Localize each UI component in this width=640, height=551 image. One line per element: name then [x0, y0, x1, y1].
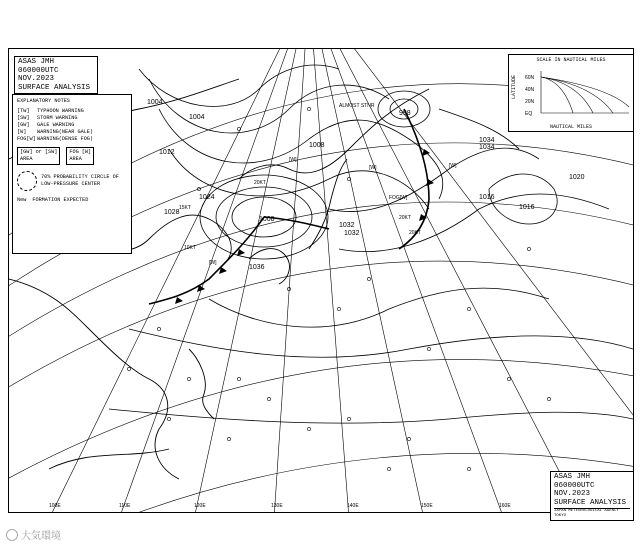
fronts [149, 109, 429, 304]
note-row: [SW] STORM WARNING [17, 115, 78, 121]
svg-text:100E: 100E [49, 503, 61, 509]
svg-text:40N: 40N [525, 87, 535, 93]
svg-text:15KT: 15KT [179, 205, 191, 211]
watermark-icon [6, 529, 18, 541]
svg-text:1036: 1036 [249, 264, 265, 271]
explanatory-notes [12, 94, 132, 254]
footer-line-3: SURFACE ANALYSIS [554, 498, 627, 507]
svg-text:140E: 140E [347, 503, 359, 509]
svg-text:1016: 1016 [519, 204, 535, 211]
note-row: [TW] TYPHOON WARNING [17, 108, 84, 114]
chart-title-bottom [550, 471, 634, 521]
svg-text:1024: 1024 [199, 194, 215, 201]
svg-text:1028: 1028 [164, 209, 180, 216]
notes-heading: EXPLANATORY NOTES [17, 98, 70, 104]
svg-text:[W]: [W] [449, 163, 457, 169]
svg-text:1008: 1008 [309, 142, 325, 149]
svg-text:1004: 1004 [189, 114, 205, 121]
agency-name: JAPAN METEOROLOGICAL AGENCY TOKYO [554, 508, 630, 519]
svg-text:130E: 130E [271, 503, 283, 509]
svg-text:1016: 1016 [479, 194, 495, 201]
warnings [179, 103, 457, 266]
footer-line-1: ASAS JMH [554, 473, 591, 481]
longitude-labels [49, 503, 511, 509]
chart-title-top [14, 56, 98, 94]
svg-text:ALMOST STNR: ALMOST STNR [339, 103, 375, 109]
nautical-scale-box [508, 54, 634, 132]
title-line-1: ASAS JMH [18, 58, 55, 66]
fog-area-box: FOG [W] AREA [66, 147, 94, 165]
area-legend [17, 147, 127, 165]
scale-graph [523, 67, 631, 119]
note-row: FOG[W] WARNING(DENSE FOG) [17, 136, 94, 142]
note-row: [W] WARNING(NEAR GALE) [17, 129, 94, 135]
svg-text:20KT: 20KT [254, 180, 266, 186]
svg-text:998: 998 [399, 110, 411, 117]
watermark: 大気環境 [6, 527, 61, 542]
svg-text:[W]: [W] [209, 260, 217, 266]
svg-text:FOG[W]: FOG[W] [389, 195, 408, 201]
svg-text:10KT: 10KT [184, 245, 196, 251]
svg-text:1020: 1020 [569, 174, 585, 181]
svg-text:110E: 110E [119, 503, 131, 509]
probability-circle-icon [17, 171, 37, 191]
svg-text:[W]: [W] [369, 165, 377, 171]
probability-legend: 70% PROBABILITY CIRCLE OF LOW-PRESSURE CENTER [17, 171, 127, 191]
svg-text:60N: 60N [525, 75, 535, 81]
svg-text:150E: 150E [421, 503, 433, 509]
svg-text:1034: 1034 [479, 144, 495, 151]
title-line-3: SURFACE ANALYSIS [18, 83, 91, 92]
front-symbols [175, 149, 434, 304]
title-line-2: 060000UTC NOV.2023 [18, 66, 59, 83]
scale-lat-label: LATITUDE [511, 75, 517, 100]
svg-text:1004: 1004 [147, 99, 163, 106]
svg-text:[W]: [W] [289, 157, 297, 163]
scale-title: SCALE IN NAUTICAL MILES [536, 57, 606, 63]
svg-text:20KT: 20KT [399, 215, 411, 221]
svg-text:1032: 1032 [344, 230, 360, 237]
svg-text:160E: 160E [499, 503, 511, 509]
svg-text:1012: 1012 [159, 149, 175, 156]
svg-text:20N: 20N [525, 99, 535, 105]
footer-line-2: 060000UTC NOV.2023 [554, 481, 595, 498]
svg-text:EQ: EQ [525, 111, 533, 117]
svg-text:20KT: 20KT [409, 230, 421, 236]
new-formation-legend: New FORMATION EXPECTED [17, 197, 89, 203]
svg-text:120E: 120E [194, 503, 206, 509]
scale-unit: NAUTICAL MILES [549, 124, 592, 130]
svg-text:1034: 1034 [479, 137, 495, 144]
note-row: [GW] GALE WARNING [17, 122, 75, 128]
gale-area-box: [GW] or [SW] AREA [17, 147, 60, 165]
svg-text:1008: 1008 [259, 216, 275, 223]
svg-text:1032: 1032 [339, 222, 355, 229]
